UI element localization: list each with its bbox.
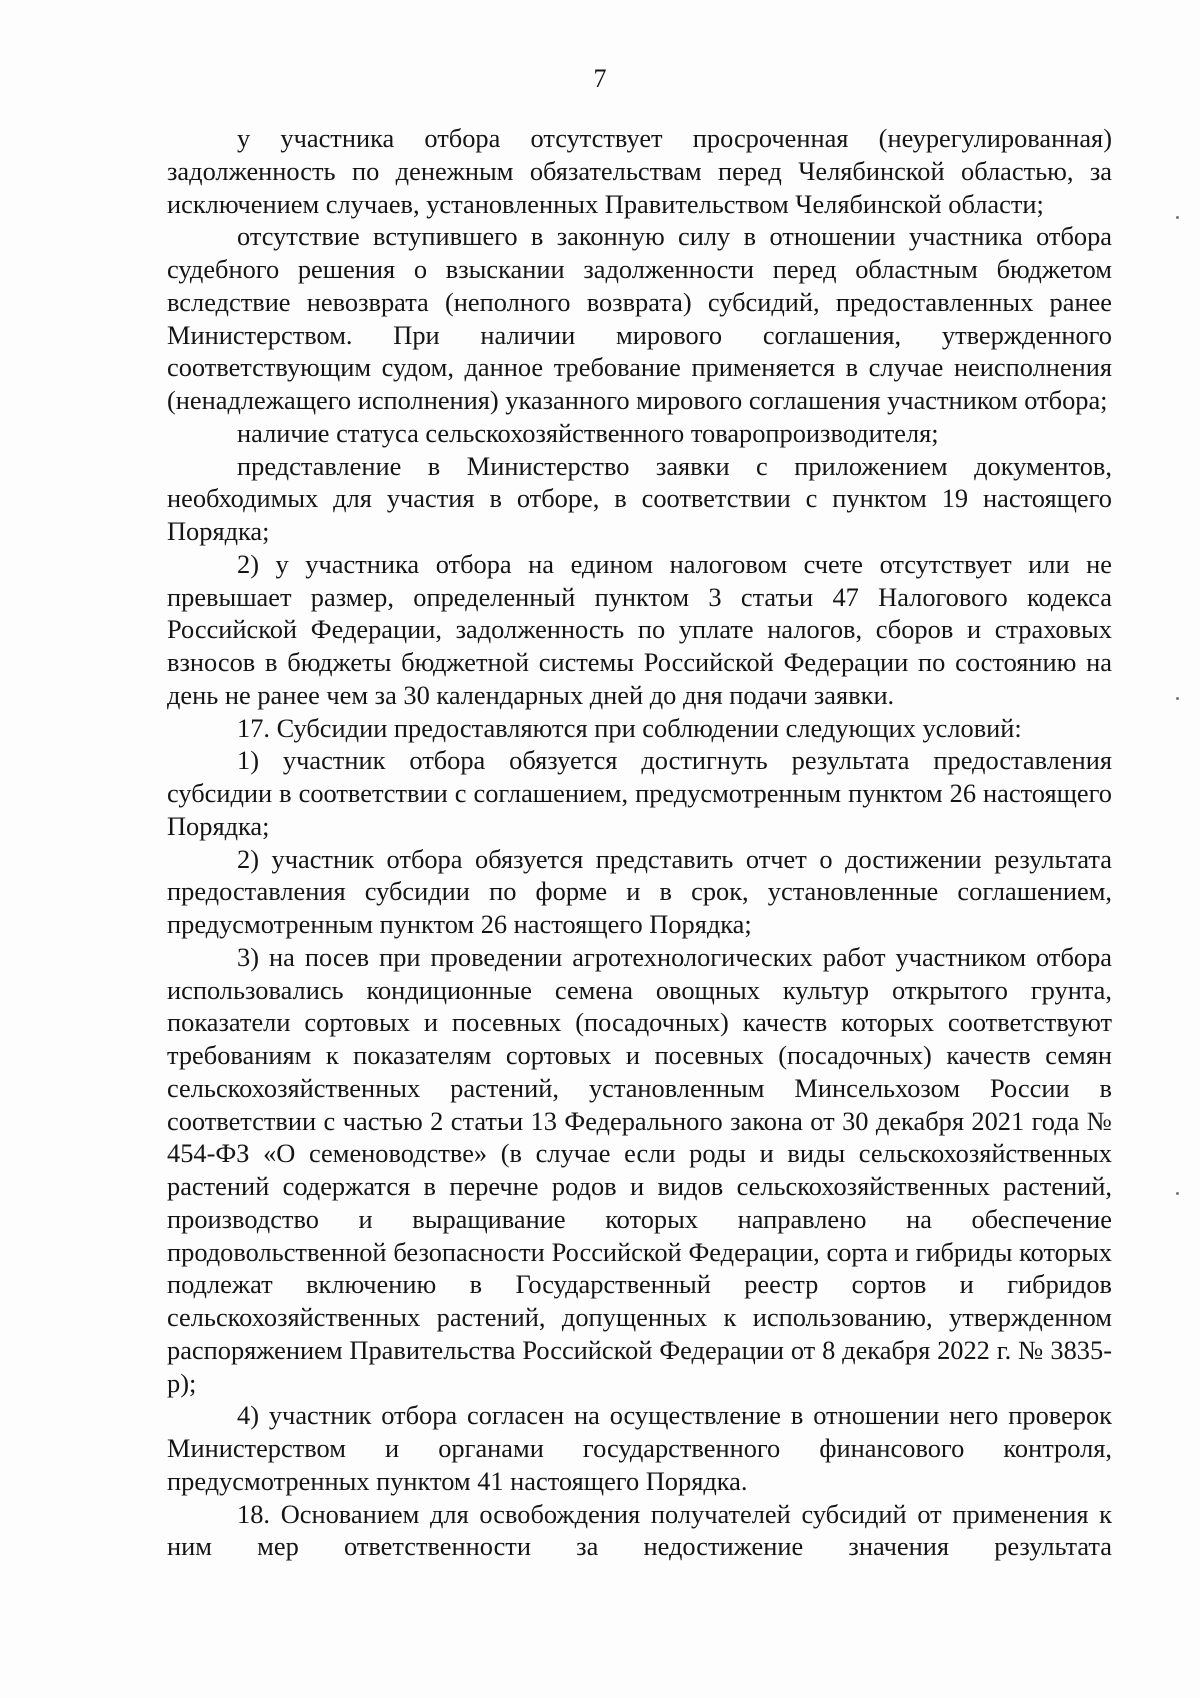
paragraph-condition-4: 4) участник отбора согласен на осуществление в отношении него проверок Министерством и органами государственного финансового контроля, предусмотренных пунктом 41 настоящего Порядка.	[167, 1400, 1112, 1496]
paragraph-no-overdue-debt: у участника отбора отсутствует просроченная (неурегулированная) задолженность по денежным обязательствам перед Челябинской областью, за исключением случаев, установленных Правительством Челябинской области;	[167, 123, 1112, 219]
paragraph-tax-account: 2) у участника отбора на едином налоговом счете отсутствует или не превышает размер, определенный пунктом 3 статьи 47 Налогового кодекса Российской Федерации, задолженность по уплате налогов, сборов и страховых взносов в бюджеты бюджетной системы Российской Федерации по состоянию на день не ранее чем за 30 календарных дней до дня подачи заявки.	[167, 548, 1112, 710]
paragraph-condition-3: 3) на посев при проведении агротехнологических работ участником отбора использовались кондиционные семена овощных культур открытого грунта, показатели сортовых и посевных (посадочных) качеств которых соответствуют требованиям к показателям сортовых и посевных (посадочных) качеств семян сельскохозяйственных растений, установленным Минсельхозом России в соответствии с частью 2 статьи 13 Федерального закона от 30 декабря 2021 года № 454-ФЗ «О семеноводстве» (в случае если роды и виды сельскохозяйственных растений содержатся в перечне родов и видов сельскохозяйственных растений, производство и выращивание которых направлено на обеспечение продовольственной безопасности Российской Федерации, сорта и гибриды которых подлежат включению в Государственный реестр сортов и гибридов сельскохозяйственных растений, допущенных к использованию, утвержденном распоряжением Правительства Российской Федерации от 8 декабря 2022 г. № 3835-р);	[167, 941, 1112, 1398]
document-body	[167, 122, 1112, 1563]
paragraph-condition-1: 1) участник отбора обязуется достигнуть результата предоставления субсидии в соответствии с соглашением, предусмотренным пунктом 26 настоящего Порядка;	[167, 745, 1112, 841]
paragraph-condition-2: 2) участник отбора обязуется представить отчет о достижении результата предоставления субсидии по форме и в срок, установленные соглашением, предусмотренным пунктом 26 настоящего Порядка;	[167, 843, 1112, 939]
scan-speck	[1176, 1192, 1179, 1195]
paragraph-application-submission: представление в Министерство заявки с приложением документов, необходимых для участия в отборе, в соответствии с пунктом 19 настоящего Порядка;	[167, 450, 1112, 546]
page-number: 7	[593, 64, 607, 93]
paragraph-section-17-heading: 17. Субсидии предоставляются при соблюдении следующих условий:	[237, 712, 1022, 743]
paragraph-no-court-decision: отсутствие вступившего в законную силу в отношении участника отбора судебного решения о взыскании задолженности перед областным бюджетом вследствие невозврата (неполного возврата) субсидий, предоставленных ранее Министерством. При наличии мирового соглашения, утвержденного соответствующим судом, данное требование применяется в случае неисполнения (ненадлежащего исполнения) указанного мирового соглашения участником отбора;	[167, 221, 1112, 415]
paragraph-section-18: 18. Основанием для освобождения получателей субсидий от применения к ним мер ответственности за недостижение значения результата	[167, 1498, 1112, 1562]
scan-speck	[1176, 216, 1179, 219]
paragraph-producer-status: наличие статуса сельскохозяйственного товаропроизводителя;	[237, 417, 939, 448]
scan-speck	[1176, 697, 1179, 700]
